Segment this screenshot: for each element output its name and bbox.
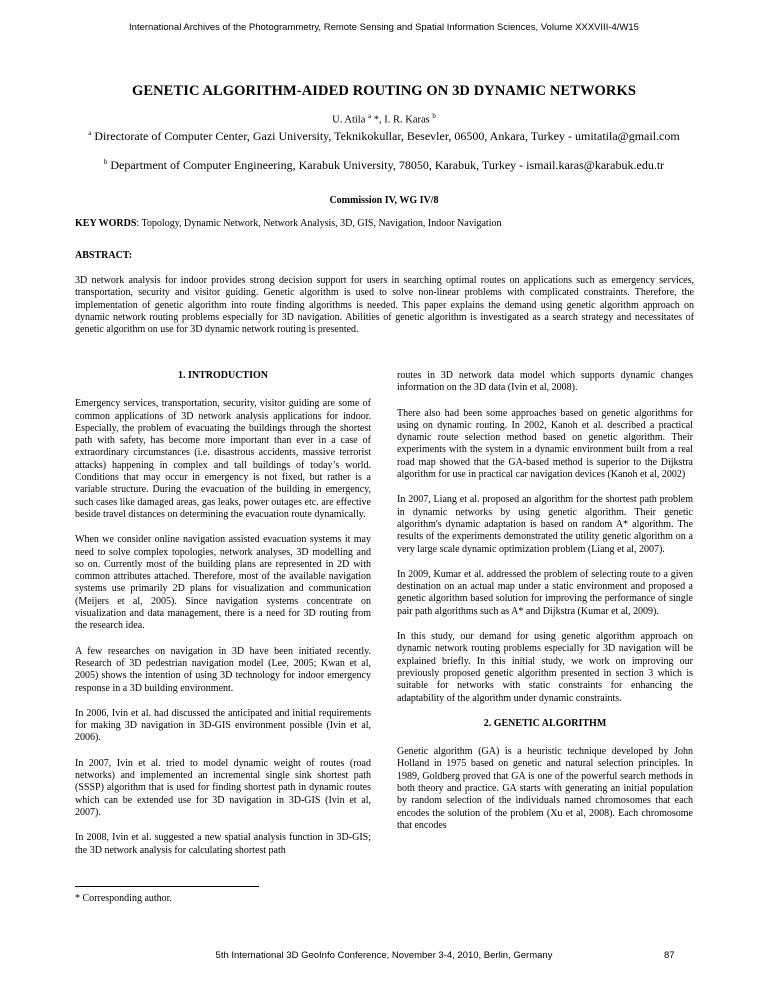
page-number: 87: [664, 950, 675, 961]
keywords-list: : Topology, Dynamic Network, Network Analysis, 3D, GIS, Navigation, Indoor Navigation: [136, 218, 502, 229]
authors-line: [0, 112, 768, 126]
section-2-heading: 2. GENETIC ALGORITHM: [483, 717, 607, 729]
abstract-heading: ABSTRACT:: [75, 250, 133, 261]
author-1: U. Atila: [332, 114, 368, 126]
section-1-heading: 1. INTRODUCTION: [177, 370, 268, 381]
affiliation-b-mark: b: [103, 158, 108, 166]
left-paragraph: Emergency services, transportation, security, visitor guiding are some of common applications of 3D network analysis applications for indoor. Especially, the problem of evacuating the buildings through the shortest path with safety, has become more important than ever in a case of extraordinary circumstances (i.e. disastrous accidents, massive terrorist attacks) happening in complex and tall buildings of today’s world. Conditions that may occur in emergency is not fixed, but rather is a variable structure. During the evacuation of the building in emergency, such cases like damaged areas, gas leaks, power outages etc. are effective beside travel distances on determining the evacuation route dynamically.: [75, 398, 371, 520]
left-paragraph: In 2008, Ivin et al. suggested a new spatial analysis function in 3D-GIS; the 3D network analysis for calculating shortest path: [75, 832, 371, 856]
right-paragraph: In this study, our demand for using genetic algorithm approach on dynamic network routing problems especially for 3D navigation will be explained briefly. In this initial study, we work on improving our previously proposed genetic algorithm presented in section 3 which is suitable for networks with static constraints for enhancing the adaptability of the algorithm under dynamic constraints.: [397, 631, 693, 704]
commission-line: Commission IV, WG IV/8: [329, 195, 439, 206]
corresponding-author-mark: *,: [371, 114, 385, 126]
affiliation-b-text: Department of Computer Engineering, Karabuk University, 78050, Karabuk, Turkey - ismail.karas@karabuk.edu.tr: [107, 158, 665, 172]
running-header: International Archives of the Photogrammetry, Remote Sensing and Spatial Information Sciences, Volume XXXVIII-4/W15: [129, 22, 639, 33]
author-2-affiliation-mark: b: [432, 112, 436, 120]
author-2: I. R. Karas: [384, 114, 433, 126]
abstract-text: 3D network analysis for indoor provides strong decision support for users in searching optimal routes on applications such as emergency services, transportation, security and visitor guiding. Genetic algorithm is used to solve non-linear problems with complicated constraints. Therefore, the implementation of genetic algorithm into route finding algorithms is needed. This paper explains the demand using genetic algorithm approach on dynamic network routing problems especially for 3D navigation. Abilities of genetic algorithm is investigated as a search strategy and necessitates of genetic algorithm on use for 3D dynamic network routing is presented.: [75, 275, 694, 336]
right-paragraph: routes in 3D network data model which supports dynamic changes information on the 3D data (Ivin et al, 2008).: [397, 370, 693, 394]
right-column: [397, 370, 693, 845]
left-paragraph: When we consider online navigation assisted evacuation systems it may need to solve complex topologies, network analyses, 3D modelling and so on. Currently most of the building plans are represented in 2D with common attributes attached. Therefore, most of the available navigation systems use primarily 2D plans for visualization and communication (Meijers et al, 2005). Since navigation systems concentrate on visualization and data management, there is a need for 3D routing from the research idea.: [75, 534, 371, 632]
footer-conference: 5th International 3D GeoInfo Conference, November 3-4, 2010, Berlin, Germany: [215, 950, 553, 961]
left-paragraph: In 2007, Ivin et al. tried to model dynamic weight of routes (road networks) and implemented an incremental single sink shortest path (SSSP) algorithm that is used for finding shortest path in dynamic routes which can be extended use for 3D navigation in 3D-GIS (Ivin et al, 2007).: [75, 757, 371, 818]
affiliation-b: [70, 155, 698, 173]
right-paragraph: In 2009, Kumar et al. addressed the problem of selecting route to a given destination on an actual map under a static environment and proposed a genetic algorithm based solution for improving the performance of single pair path algorithms such as A* and Dijkstra (Kumar et al, 2009).: [397, 568, 693, 617]
left-column: [75, 370, 371, 870]
left-paragraph: A few researches on navigation in 3D have been initiated recently. Research of 3D pedestrian navigation model (Lee, 2005; Kwan et al, 2005) shows the intention of using 3D technology for indoor emergency response in a 3D building environment.: [75, 645, 371, 694]
affiliation-a-mark: a: [88, 129, 92, 137]
footnote-rule: [75, 886, 259, 887]
left-paragraph: In 2006, Ivin et al. had discussed the anticipated and initial requirements for making 3D navigation in 3D-GIS environment possible (Ivin et al, 2006).: [75, 707, 371, 744]
right-paragraph: There also had been some approaches based on genetic algorithms for using on dynamic routing. In 2002, Kanoh et al. described a practical dynamic route selection method based on genetic algorithm. Their experiments with the system in a dynamic environment built from a real road map showed that the GA-based method is superior to the Dijkstra algorithm for use in practical car navigation devices (Kanoh et al, 2002): [397, 407, 693, 481]
affiliation-a-text: Directorate of Computer Center, Gazi University, Teknikokullar, Besevler, 06500, Ankara, Turkey - umitatila@gmail.com: [91, 129, 680, 143]
right-paragraph: In 2007, Liang et al. proposed an algorithm for the shortest path problem in dynamic networks by using genetic algorithm. Their genetic algorithm's dynamic adaptation is based on random A* algorithm. The results of the experiments demonstrated the utility genetic algorithm on a very large scale dynamic optimization problem (Liang et al, 2007).: [397, 494, 693, 555]
paper-title: GENETIC ALGORITHM-AIDED ROUTING ON 3D DYNAMIC NETWORKS: [131, 83, 637, 99]
keywords-line: [75, 218, 695, 229]
right-paragraph: Genetic algorithm (GA) is a heuristic technique developed by John Holland in 1975 based on genetic and natural selection principles. In 1989, Goldberg proved that GA is one of the powerful search methods in both theory and practice. GA starts with generating an initial population by random selection of the individuals named chromosomes that each encodes the solution of the problem (Xu et al, 2008). Each chromosome that encodes: [397, 746, 693, 831]
keywords-label: KEY WORDS: [75, 218, 137, 229]
author-1-affiliation-mark: a: [368, 112, 372, 120]
footnote: * Corresponding author.: [75, 893, 172, 904]
affiliation-a: [70, 126, 698, 144]
